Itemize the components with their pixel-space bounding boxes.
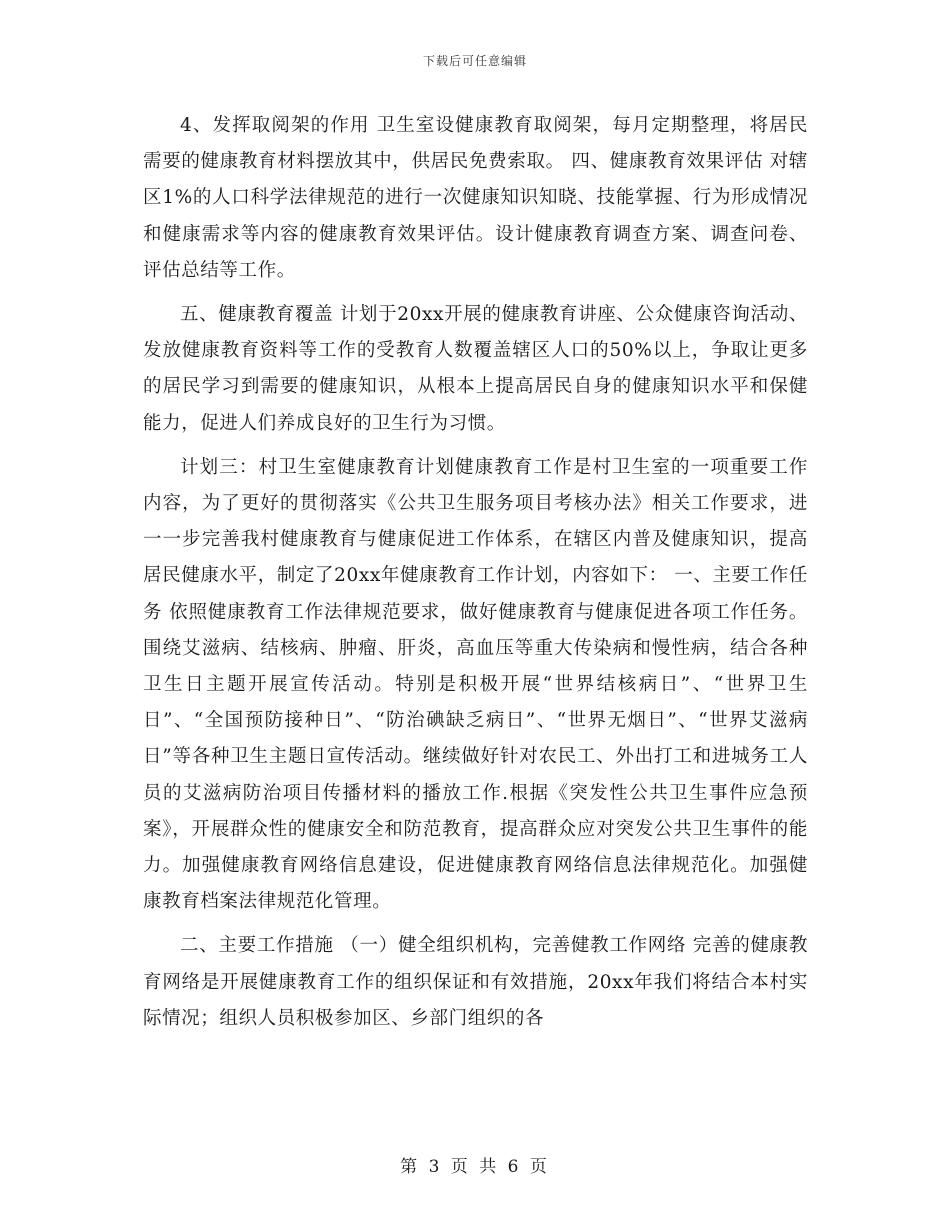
document-body xyxy=(143,108,808,1045)
paragraph-1: 4、发挥取阅架的作用 卫生室设健康教育取阅架，每月定期整理，将居民需要的健康教育材料摆放其中，供居民免费索取。 四、健康教育效果评估 对辖区1%的人口科学法律规范的进行一次健康知识知晓、技能掌握、行为形成情况和健康需求等内容的健康教育效果评估。设计健康教育调查方案、调查问卷、评估总结等工作。 xyxy=(143,115,808,281)
paragraph-3: 计划三：村卫生室健康教育计划健康教育工作是村卫生室的一项重要工作内容，为了更好的贯彻落实《公共卫生服务项目考核办法》相关工作要求，进一一步完善我村健康教育与健康促进工作体系，在辖区内普及健康知识，提高居民健康水平，制定了20xx年健康教育工作计划，内容如下： 一、主要工作任务 依照健康教育工作法律规范要求，做好健康教育与健康促进各项工作任务。围绕艾滋病、结核病、肿瘤、肝炎，高血压等重大传染病和慢性病，结合各种卫生日主题开展宣传活动。特别是积极开展“世界结核病日”、“世界卫生日”、“全国预防接种日”、“防治碘缺乏病日”、“世界无烟日”、“世界艾滋病日”等各种卫生主题日宣传活动。继续做好针对农民工、外出打工和进城务工人员的艾滋病防治项目传播材料的播放工作.根据《突发性公共卫生事件应急预案》，开展群众性的健康安全和防范教育，提高群众应对突发公共卫生事件的能力。加强健康教育网络信息建设，促进健康教育网络信息法律规范化。加强健康教育档案法律规范化管理。 xyxy=(143,456,808,913)
paragraph-4: 二、主要工作措施 （一）健全组织机构，完善健教工作网络 完善的健康教育网络是开展健康教育工作的组织保证和有效措施，20xx年我们将结合本村实际情况；组织人员积极参加区、乡部门组织的各 xyxy=(143,935,808,1029)
header-note: 下载后可任意编辑 xyxy=(422,54,527,68)
page-number-footer: 第 3 页 共 6 页 xyxy=(400,1157,550,1177)
paragraph-2: 五、健康教育覆盖 计划于20xx开展的健康教育讲座、公众健康咨询活动、发放健康教育资料等工作的受教育人数覆盖辖区人口的50%以上，争取让更多的居民学习到需要的健康知识，从根本上提高居民自身的健康知识水平和保健能力，促进人们养成良好的卫生行为习惯。 xyxy=(143,304,808,434)
